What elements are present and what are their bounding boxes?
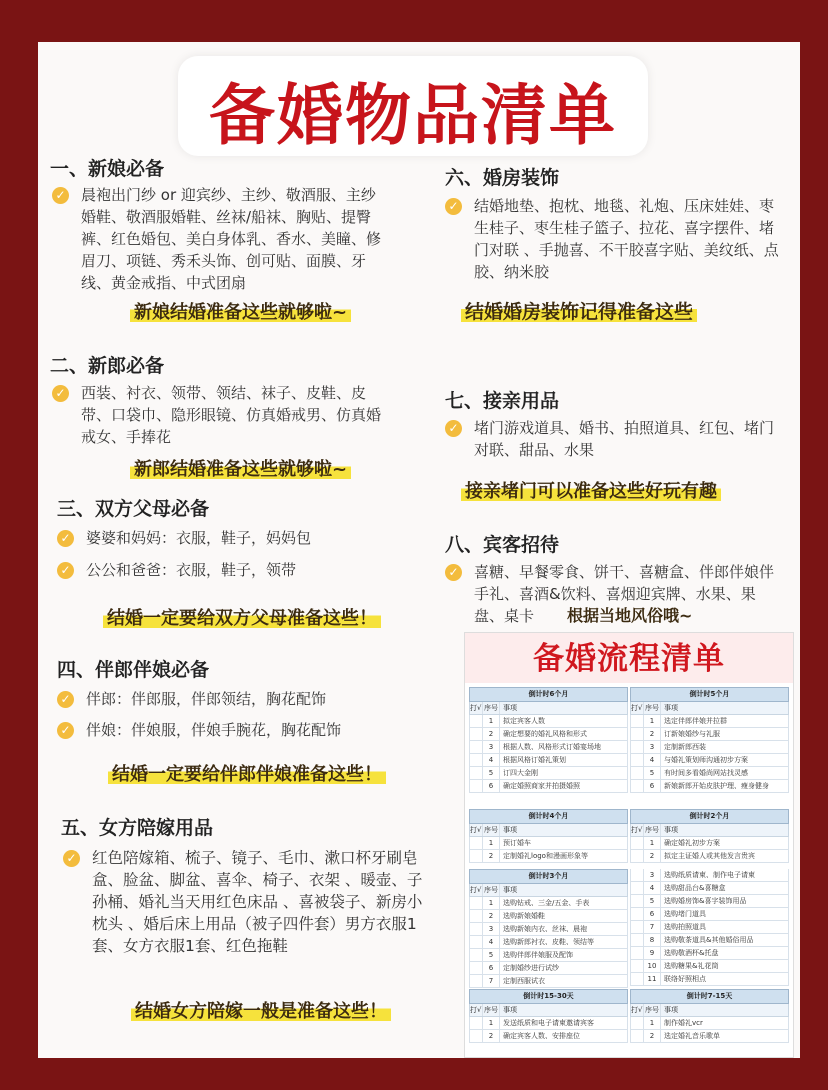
title-card bbox=[178, 56, 648, 156]
flow-period-header: 倒计时6个月 bbox=[469, 687, 628, 702]
flow-block bbox=[469, 809, 789, 863]
flow-block bbox=[469, 989, 789, 1043]
flow-column-header: 打√ 序号 事项 bbox=[469, 1004, 628, 1017]
table-row: 1 预订婚车 bbox=[469, 837, 628, 850]
table-row: 5 选购伴郎伴娘服及配饰 bbox=[469, 949, 628, 962]
section-heading-guests: 八、宾客招待 bbox=[445, 534, 560, 556]
flow-period-header: 倒计时15-30天 bbox=[469, 989, 628, 1004]
table-row: 7 选购拍照道具 bbox=[630, 921, 789, 934]
flow-column bbox=[630, 869, 789, 988]
flow-checklist-image bbox=[464, 632, 794, 1058]
list-item: ✓ 晨袍出门纱 or 迎宾纱、主纱、敬酒服、主纱婚鞋、敬酒服婚鞋、丝袜/船袜、胸贴、提臀裤、红色婚包、美白身体乳、香水、美瞳、修眉刀、项链、秀禾头饰、创可贴、面膜、牙线、黄金戒指、中式团扇 bbox=[52, 184, 382, 294]
table-row: 5 选购婚房饰&喜字装饰用品 bbox=[630, 895, 789, 908]
table-row: 1 确定婚礼初步方案 bbox=[630, 837, 789, 850]
check-icon: ✓ bbox=[52, 385, 69, 402]
flow-column bbox=[469, 809, 628, 863]
check-icon: ✓ bbox=[57, 722, 74, 739]
table-row: 6 选购堵门道具 bbox=[630, 908, 789, 921]
flow-period-header: 倒计时4个月 bbox=[469, 809, 628, 824]
section-heading-attendants: 四、伴郎伴娘必备 bbox=[57, 659, 210, 681]
table-row: 11 联络好照相点 bbox=[630, 973, 789, 986]
table-row: 10 选购糖果&礼花筒 bbox=[630, 960, 789, 973]
custom-note: 根据当地风俗哦~ bbox=[567, 606, 693, 625]
table-row: 6 确定婚照商家并拍摄婚照 bbox=[469, 780, 628, 793]
list-item: ✓ 伴郎：伴郎服，伴郎领结，胸花配饰 bbox=[57, 688, 387, 710]
table-row: 2 选定婚礼音乐歌单 bbox=[630, 1030, 789, 1043]
flow-column-header: 打√ 序号 事项 bbox=[630, 702, 789, 715]
table-row: 8 选购敬茶道具&其他婚俗用品 bbox=[630, 934, 789, 947]
section-heading-bride: 一、新娘必备 bbox=[50, 158, 165, 180]
check-icon: ✓ bbox=[57, 530, 74, 547]
table-row: 2 订新娘婚纱与礼服 bbox=[630, 728, 789, 741]
list-item: ✓ 西装、衬衣、领带、领结、袜子、皮鞋、皮带、口袋巾、隐形眼镜、仿真婚戒男、仿真婚戒女、手捧花 bbox=[52, 382, 382, 448]
flow-column bbox=[630, 809, 789, 863]
check-icon: ✓ bbox=[57, 691, 74, 708]
flow-period-header: 倒计时7-15天 bbox=[630, 989, 789, 1004]
flow-title: 备婚流程清单 bbox=[465, 633, 793, 683]
flow-period-header: 倒计时2个月 bbox=[630, 809, 789, 824]
section-heading-dowry: 五、女方陪嫁用品 bbox=[61, 817, 214, 839]
highlight-note: 结婚婚房装饰记得准备这些 bbox=[461, 297, 697, 324]
section-heading-pickup: 七、接亲用品 bbox=[445, 390, 560, 412]
check-icon: ✓ bbox=[445, 420, 462, 437]
check-icon: ✓ bbox=[445, 564, 462, 581]
flow-column bbox=[469, 989, 628, 1043]
flow-column bbox=[469, 869, 628, 988]
table-row: 2 确定想要的婚礼风格和形式 bbox=[469, 728, 628, 741]
flow-column bbox=[630, 989, 789, 1043]
flow-column-header: 打√ 序号 事项 bbox=[630, 1004, 789, 1017]
table-row: 1 制作婚礼vcr bbox=[630, 1017, 789, 1030]
flow-column-header: 打√ 序号 事项 bbox=[469, 824, 628, 837]
check-icon: ✓ bbox=[63, 850, 80, 867]
table-row: 2 拟定主证婚人或其他发言贵宾 bbox=[630, 850, 789, 863]
table-row: 1 发送纸质和电子请柬邀请宾客 bbox=[469, 1017, 628, 1030]
table-row: 3 根据人数、风格形式订婚宴场地 bbox=[469, 741, 628, 754]
section-heading-parents: 三、双方父母必备 bbox=[57, 498, 210, 520]
table-row: 5 有时间多看婚尚网站找灵感 bbox=[630, 767, 789, 780]
highlight-note: 结婚一定要给双方父母准备这些！ bbox=[103, 604, 381, 630]
table-row: 2 确定宾客人数、安排座位 bbox=[469, 1030, 628, 1043]
section-heading-decor: 六、婚房装饰 bbox=[445, 167, 560, 189]
flow-period-header: 倒计时3个月 bbox=[469, 869, 628, 884]
table-row: 3 选购纸质请柬、制作电子请柬 bbox=[630, 869, 789, 882]
table-row: 1 拟定宾客人数 bbox=[469, 715, 628, 728]
flow-column-header: 打√ 序号 事项 bbox=[469, 702, 628, 715]
list-item: ✓ 伴娘：伴娘服，伴娘手腕花，胸花配饰 bbox=[57, 719, 387, 741]
check-icon: ✓ bbox=[57, 562, 74, 579]
highlight-note: 新娘结婚准备这些就够啦~ bbox=[130, 298, 351, 324]
table-row: 4 选购甜品台&喜糖盒 bbox=[630, 882, 789, 895]
check-icon: ✓ bbox=[445, 198, 462, 215]
table-row: 6 定制婚纱进行试纱 bbox=[469, 962, 628, 975]
list-item: ✓ 婆婆和妈妈：衣服，鞋子，妈妈包 bbox=[57, 527, 377, 549]
table-row: 1 选定伴郎伴娘并拉群 bbox=[630, 715, 789, 728]
flow-column bbox=[630, 687, 789, 793]
table-row: 6 新娘新郎开始皮肤护理、瘦身健身 bbox=[630, 780, 789, 793]
table-row: 7 定制西服试衣 bbox=[469, 975, 628, 988]
flow-block bbox=[469, 869, 789, 988]
table-row: 1 选购钻戒、三金/五金、手表 bbox=[469, 897, 628, 910]
highlight-note: 新郎结婚准备这些就够啦~ bbox=[130, 455, 351, 481]
highlight-note: 结婚一定要给伴郎伴娘准备这些！ bbox=[108, 760, 386, 786]
list-item: ✓ 结婚地垫、抱枕、地毯、礼炮、压床娃娃、枣生桂子、枣生桂子篮子、拉花、喜字摆件、堵门对联 、手抛喜、不干胶喜字贴、美纹纸、点胶、纳米胶 bbox=[445, 195, 780, 283]
table-row: 5 订四大金刚 bbox=[469, 767, 628, 780]
table-row: 4 与婚礼策划师沟通初步方案 bbox=[630, 754, 789, 767]
table-row: 4 选购新郎衬衣、皮鞋、领结等 bbox=[469, 936, 628, 949]
page-title: 备婚物品清单 bbox=[209, 77, 617, 154]
highlight-note: 结婚女方陪嫁一般是准备这些！ bbox=[131, 997, 391, 1023]
table-row: 3 选购新娘内衣、丝袜、晨袍 bbox=[469, 923, 628, 936]
flow-period-header: 倒计时5个月 bbox=[630, 687, 789, 702]
list-item: ✓ 堵门游戏道具、婚书、拍照道具、红包、堵门对联、甜品、水果 bbox=[445, 417, 775, 461]
flow-column bbox=[469, 687, 628, 793]
table-row: 3 定制新郎西装 bbox=[630, 741, 789, 754]
list-item: ✓ 红色陪嫁箱、梳子、镜子、毛巾、漱口杯牙刷皂盒、脸盆、脚盆、喜伞、椅子、衣架 、暖壶、子孙桶、婚礼当天用红色床品 、喜被袋子、新房小枕头 、婚后床上用品（被子四件套）男方衣服1套、女方衣服1套、红色拖鞋 bbox=[63, 847, 425, 957]
section-heading-groom: 二、新郎必备 bbox=[50, 355, 165, 377]
list-item: ✓ 喜糖、早餐零食、饼干、喜糖盒、伴郎伴娘伴手礼、喜酒&饮料、喜烟迎宾牌、水果、果盘、桌卡 bbox=[445, 561, 775, 627]
table-row: 2 定制婚礼logo和漫画形象等 bbox=[469, 850, 628, 863]
flow-column-header: 打√ 序号 事项 bbox=[469, 884, 628, 897]
list-item: ✓ 公公和爸爸：衣服，鞋子，领带 bbox=[57, 559, 377, 581]
check-icon: ✓ bbox=[52, 187, 69, 204]
flow-block bbox=[469, 687, 789, 793]
highlight-note: 接亲堵门可以准备这些好玩有趣 bbox=[461, 477, 721, 503]
table-row: 2 选购新娘婚鞋 bbox=[469, 910, 628, 923]
table-row: 4 根据风格订婚礼策划 bbox=[469, 754, 628, 767]
flow-column-header: 打√ 序号 事项 bbox=[630, 824, 789, 837]
table-row: 9 选购敬酒杯&托盘 bbox=[630, 947, 789, 960]
